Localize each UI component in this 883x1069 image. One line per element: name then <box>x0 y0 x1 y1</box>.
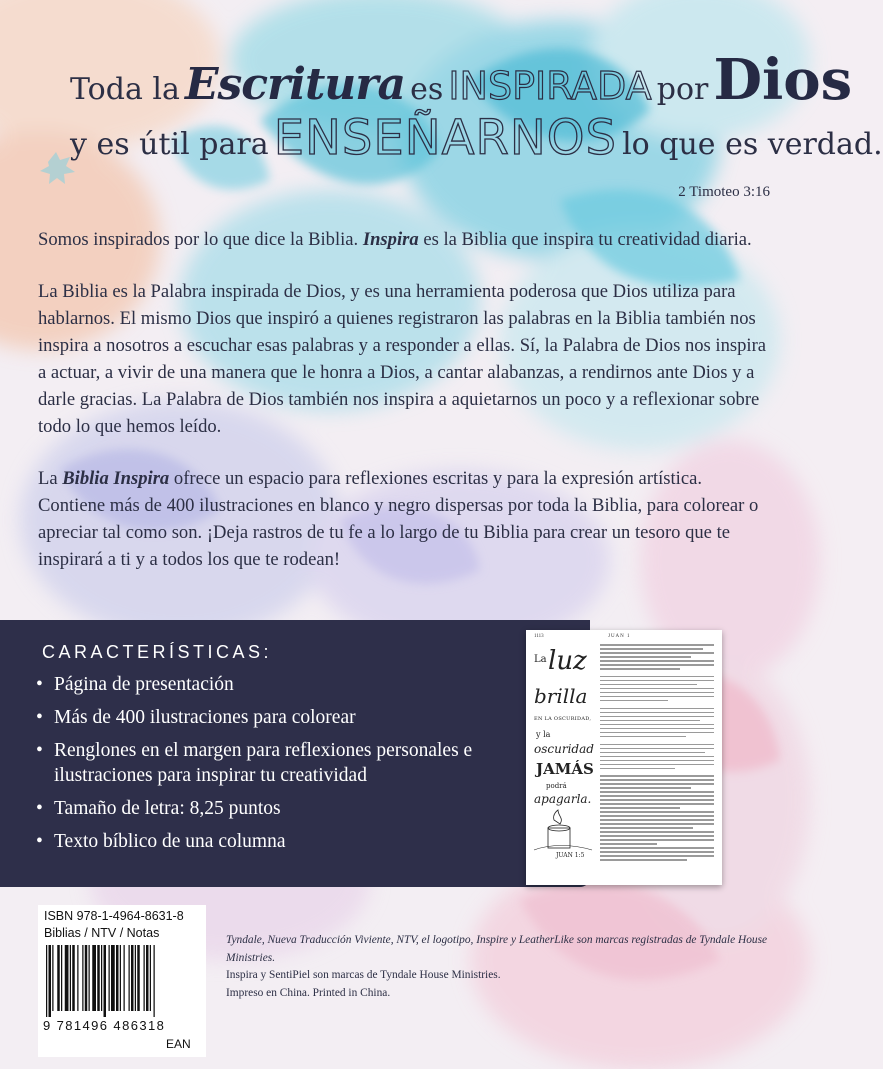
paragraph-1-emphasis: Inspira <box>362 229 419 250</box>
barcode-bar <box>92 945 96 1011</box>
barcode-bar <box>109 945 110 1011</box>
barcode-bar <box>61 945 62 1011</box>
barcode-bar <box>52 945 53 1011</box>
barcode-bar <box>146 945 149 1011</box>
description-text <box>38 226 768 598</box>
paragraph-3-emphasis: Biblia Inspira <box>62 468 170 489</box>
feature-item: • Más de 400 ilustraciones para colorear <box>36 705 556 730</box>
verse-word-inspirada: INSPIRADA <box>448 64 652 108</box>
barcode-bar <box>104 945 107 1017</box>
legal-line-2: Inspira y SentiPiel son marcas de Tyndale House Ministries. <box>226 969 501 982</box>
verse-word-ensenarnos: ENSEÑARNOS <box>273 110 617 166</box>
paragraph-1 <box>38 226 768 253</box>
barcode-bar <box>150 945 151 1011</box>
barcode-bar <box>85 945 88 1011</box>
sample-page-image <box>526 630 722 885</box>
art-word: y la <box>536 730 551 739</box>
verse-heading <box>70 47 883 166</box>
verse-word-es: es <box>410 72 444 107</box>
barcode-bar <box>131 945 134 1011</box>
barcode-bars <box>46 945 198 1017</box>
barcode-bar <box>135 945 136 1011</box>
paragraph-1-text-a: Somos inspirados por lo que dice la Biblia. <box>38 229 359 250</box>
legal-line-1: Tyndale, Nueva Traducción Viviente, NTV, el logotipo, Inspire y LeatherLike son marcas registradas de Tyndale House Ministries. <box>226 934 768 964</box>
feature-item: • Renglones en el margen para reflexiones personales e ilustraciones para inspirar tu creatividad <box>36 738 556 788</box>
features-list <box>36 672 556 862</box>
sample-page-text-lines <box>600 644 714 876</box>
barcode-bar <box>137 945 140 1011</box>
paragraph-2: La Biblia es la Palabra inspirada de Dios, y es una herramienta poderosa que Dios utiliza para hablarnos. El mismo Dios que inspiró a quienes registraron las palabras en la Biblia también nos inspira a nosotros a escuchar esas palabras y a responder a ellas. Sí, la Palabra de Dios nos inspira a actuar, a vivir de una manera que le honra a Dios, a cantar alabanzas, a rendirnos ante Dios y a darle gracias. La Palabra de Dios también nos inspira a aquietarnos un poco y a reflexionar sobre todo lo que hemos leído. <box>38 281 767 437</box>
legal-line-3: Impreso en China. Printed in China. <box>226 986 391 999</box>
verse-word-toda: Toda la <box>70 72 180 107</box>
paragraph-3-text-a: La <box>38 468 58 489</box>
barcode-bar <box>111 945 115 1011</box>
barcode-bar <box>70 945 71 1011</box>
features-title: CARACTERÍSTICAS: <box>42 642 273 662</box>
barcode-bar <box>144 945 145 1011</box>
art-word: JUAN 1:5 <box>556 852 585 859</box>
barcode-bar <box>77 945 78 1011</box>
barcode-bar <box>129 945 130 1011</box>
verse-word-escritura: Escritura <box>184 59 405 110</box>
ean-label: EAN <box>166 1037 191 1051</box>
barcode-bar <box>97 945 100 1011</box>
barcode-bar <box>82 945 83 1011</box>
isbn-text: ISBN 978-1-4964-8631-8 <box>44 909 184 923</box>
sample-page-number: 1113 <box>534 634 544 639</box>
verse-word-por: por <box>656 72 709 107</box>
art-word: La <box>534 654 547 665</box>
barcode-bar <box>46 945 47 1017</box>
paragraph-3 <box>38 465 768 573</box>
art-word: apagarla. <box>534 792 592 806</box>
barcode-bar <box>65 945 69 1011</box>
feature-item: • Tamaño de letra: 8,25 puntos <box>36 796 556 821</box>
art-word: oscuridad <box>534 742 594 756</box>
art-word: podrá <box>546 782 567 790</box>
verse-word-dios: Dios <box>713 47 853 113</box>
verse-word-loque: lo que es verdad. <box>622 127 883 162</box>
sample-page-illustration <box>532 644 594 864</box>
barcode-bar <box>101 945 102 1011</box>
features-panel <box>0 620 590 887</box>
verse-word-yesutil: y es útil para <box>70 127 269 162</box>
barcode-box <box>38 905 206 1057</box>
feature-item: • Página de presentación <box>36 672 556 697</box>
art-word: luz <box>548 646 587 676</box>
feature-item: • Texto bíblico de una columna <box>36 829 556 854</box>
art-word: EN LA OSCURIDAD, <box>534 716 592 722</box>
barcode-bar <box>120 945 121 1011</box>
verse-reference: 2 Timoteo 3:16 <box>678 184 770 200</box>
sample-page-header: JUAN 1 <box>608 634 631 639</box>
barcode-bar <box>89 945 90 1011</box>
paragraph-1-text-b: es la Biblia que inspira tu creatividad diaria. <box>423 229 752 250</box>
legal-text <box>226 932 786 1002</box>
barcode-number: 9 781496 486318 <box>43 1018 166 1033</box>
barcode-bar <box>72 945 75 1011</box>
art-word: brilla <box>534 684 588 708</box>
barcode-bar <box>124 945 125 1011</box>
barcode-bar <box>116 945 119 1011</box>
paragraph-3-text-b: ofrece un espacio para reflexiones escritas y para la expresión artística. Contiene más de 400 ilustraciones en blanco y negro dispersas por toda la Biblia, para colorear o apreciar tal como son. ¡Deja rastros de tu fe a lo largo de tu Biblia para crear un tesoro que te inspirará a ti y a todos los que te rodean! <box>38 468 759 570</box>
category-text: Biblias / NTV / Notas <box>44 926 160 940</box>
barcode-bar <box>49 945 52 1017</box>
barcode-bar <box>154 945 155 1017</box>
art-word: JAMÁS <box>536 760 594 778</box>
barcode-bar <box>57 945 60 1011</box>
